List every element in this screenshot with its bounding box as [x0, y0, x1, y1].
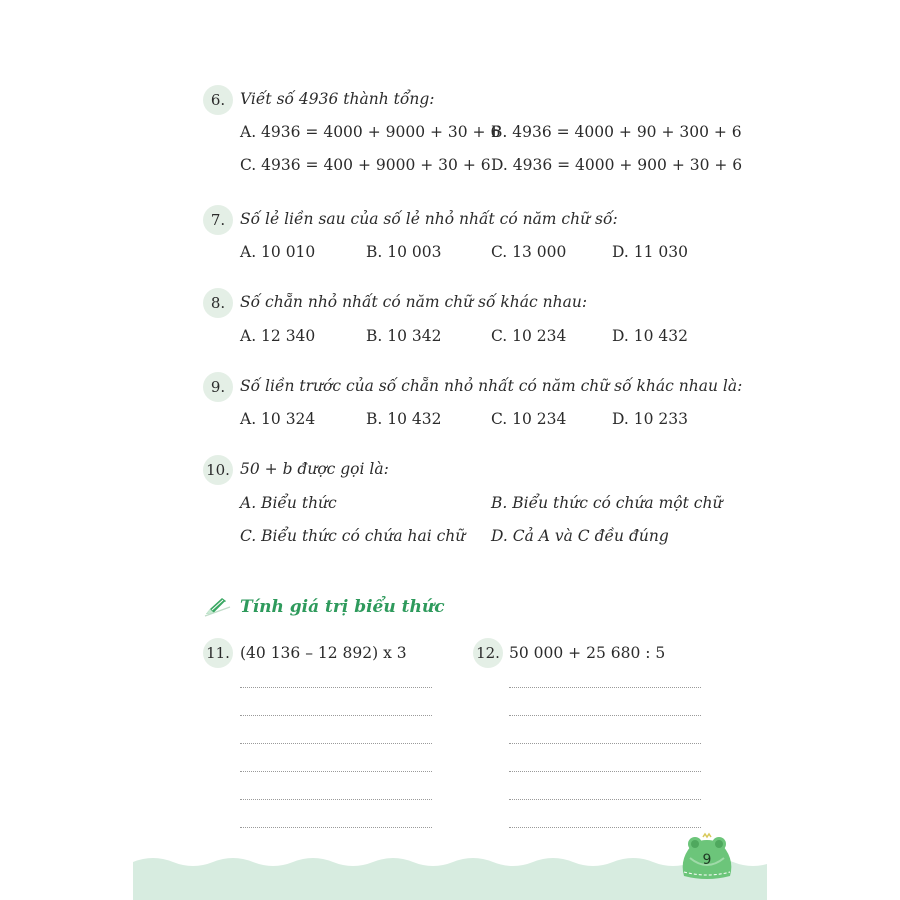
option-d: D. 10 432 [612, 327, 688, 345]
question-number-badge: 7. [203, 205, 233, 235]
answer-line[interactable] [240, 743, 432, 744]
option-b: B. Biểu thức có chứa một chữ [491, 494, 723, 512]
answer-line[interactable] [509, 687, 701, 688]
question-number-badge: 10. [203, 455, 233, 485]
question-number-badge: 9. [203, 372, 233, 402]
question-number-badge: 6. [203, 85, 233, 115]
question-number-badge: 8. [203, 288, 233, 318]
option-a: A. 10 324 [240, 410, 316, 428]
answer-line[interactable] [509, 827, 701, 828]
answer-line[interactable] [240, 687, 432, 688]
option-d: D. 10 233 [612, 410, 688, 428]
exercise-expression: (40 136 – 12 892) x 3 [240, 644, 407, 662]
exercise-expression: 50 000 + 25 680 : 5 [509, 644, 666, 662]
option-a: A. Biểu thức [240, 494, 337, 512]
answer-line[interactable] [509, 715, 701, 716]
answer-line[interactable] [509, 743, 701, 744]
question-text: Số chẵn nhỏ nhất có năm chữ số khác nhau: [240, 293, 588, 311]
option-c: C. 10 234 [491, 327, 567, 345]
option-a: A. 4936 = 4000 + 9000 + 30 + 6 [240, 123, 501, 141]
question-text: Viết số 4936 thành tổng: [240, 90, 435, 108]
option-d: D. Cả A và C đều đúng [491, 527, 669, 545]
option-c: C. Biểu thức có chứa hai chữ [240, 527, 466, 545]
answer-line[interactable] [509, 771, 701, 772]
option-b: B. 10 342 [366, 327, 442, 345]
option-a: A. 12 340 [240, 327, 316, 345]
question-text: Số lẻ liền sau của số lẻ nhỏ nhất có năm chữ số: [240, 210, 618, 228]
exercise-number-badge: 11. [203, 638, 233, 668]
answer-line[interactable] [240, 827, 432, 828]
question-text: Số liền trước của số chẵn nhỏ nhất có năm chữ số khác nhau là: [240, 377, 743, 395]
frog-page-badge [676, 832, 738, 880]
answer-line[interactable] [240, 771, 432, 772]
option-b: B. 10 003 [366, 243, 442, 261]
option-b: B. 10 432 [366, 410, 442, 428]
exercise-number-badge: 12. [473, 638, 503, 668]
option-d: D. 4936 = 4000 + 900 + 30 + 6 [491, 156, 743, 174]
option-b: B. 4936 = 4000 + 90 + 300 + 6 [491, 123, 742, 141]
option-c: C. 4936 = 400 + 9000 + 30 + 6 [240, 156, 491, 174]
option-c: C. 13 000 [491, 243, 567, 261]
bottom-wave-band [133, 848, 767, 900]
pencil-icon [204, 597, 232, 617]
page-number: 9 [702, 852, 712, 868]
question-text: 50 + b được gọi là: [240, 460, 389, 478]
option-d: D. 11 030 [612, 243, 688, 261]
option-a: A. 10 010 [240, 243, 316, 261]
answer-line[interactable] [240, 799, 432, 800]
section-title: Tính giá trị biểu thức [240, 597, 445, 617]
answer-line[interactable] [509, 799, 701, 800]
answer-line[interactable] [240, 715, 432, 716]
option-c: C. 10 234 [491, 410, 567, 428]
